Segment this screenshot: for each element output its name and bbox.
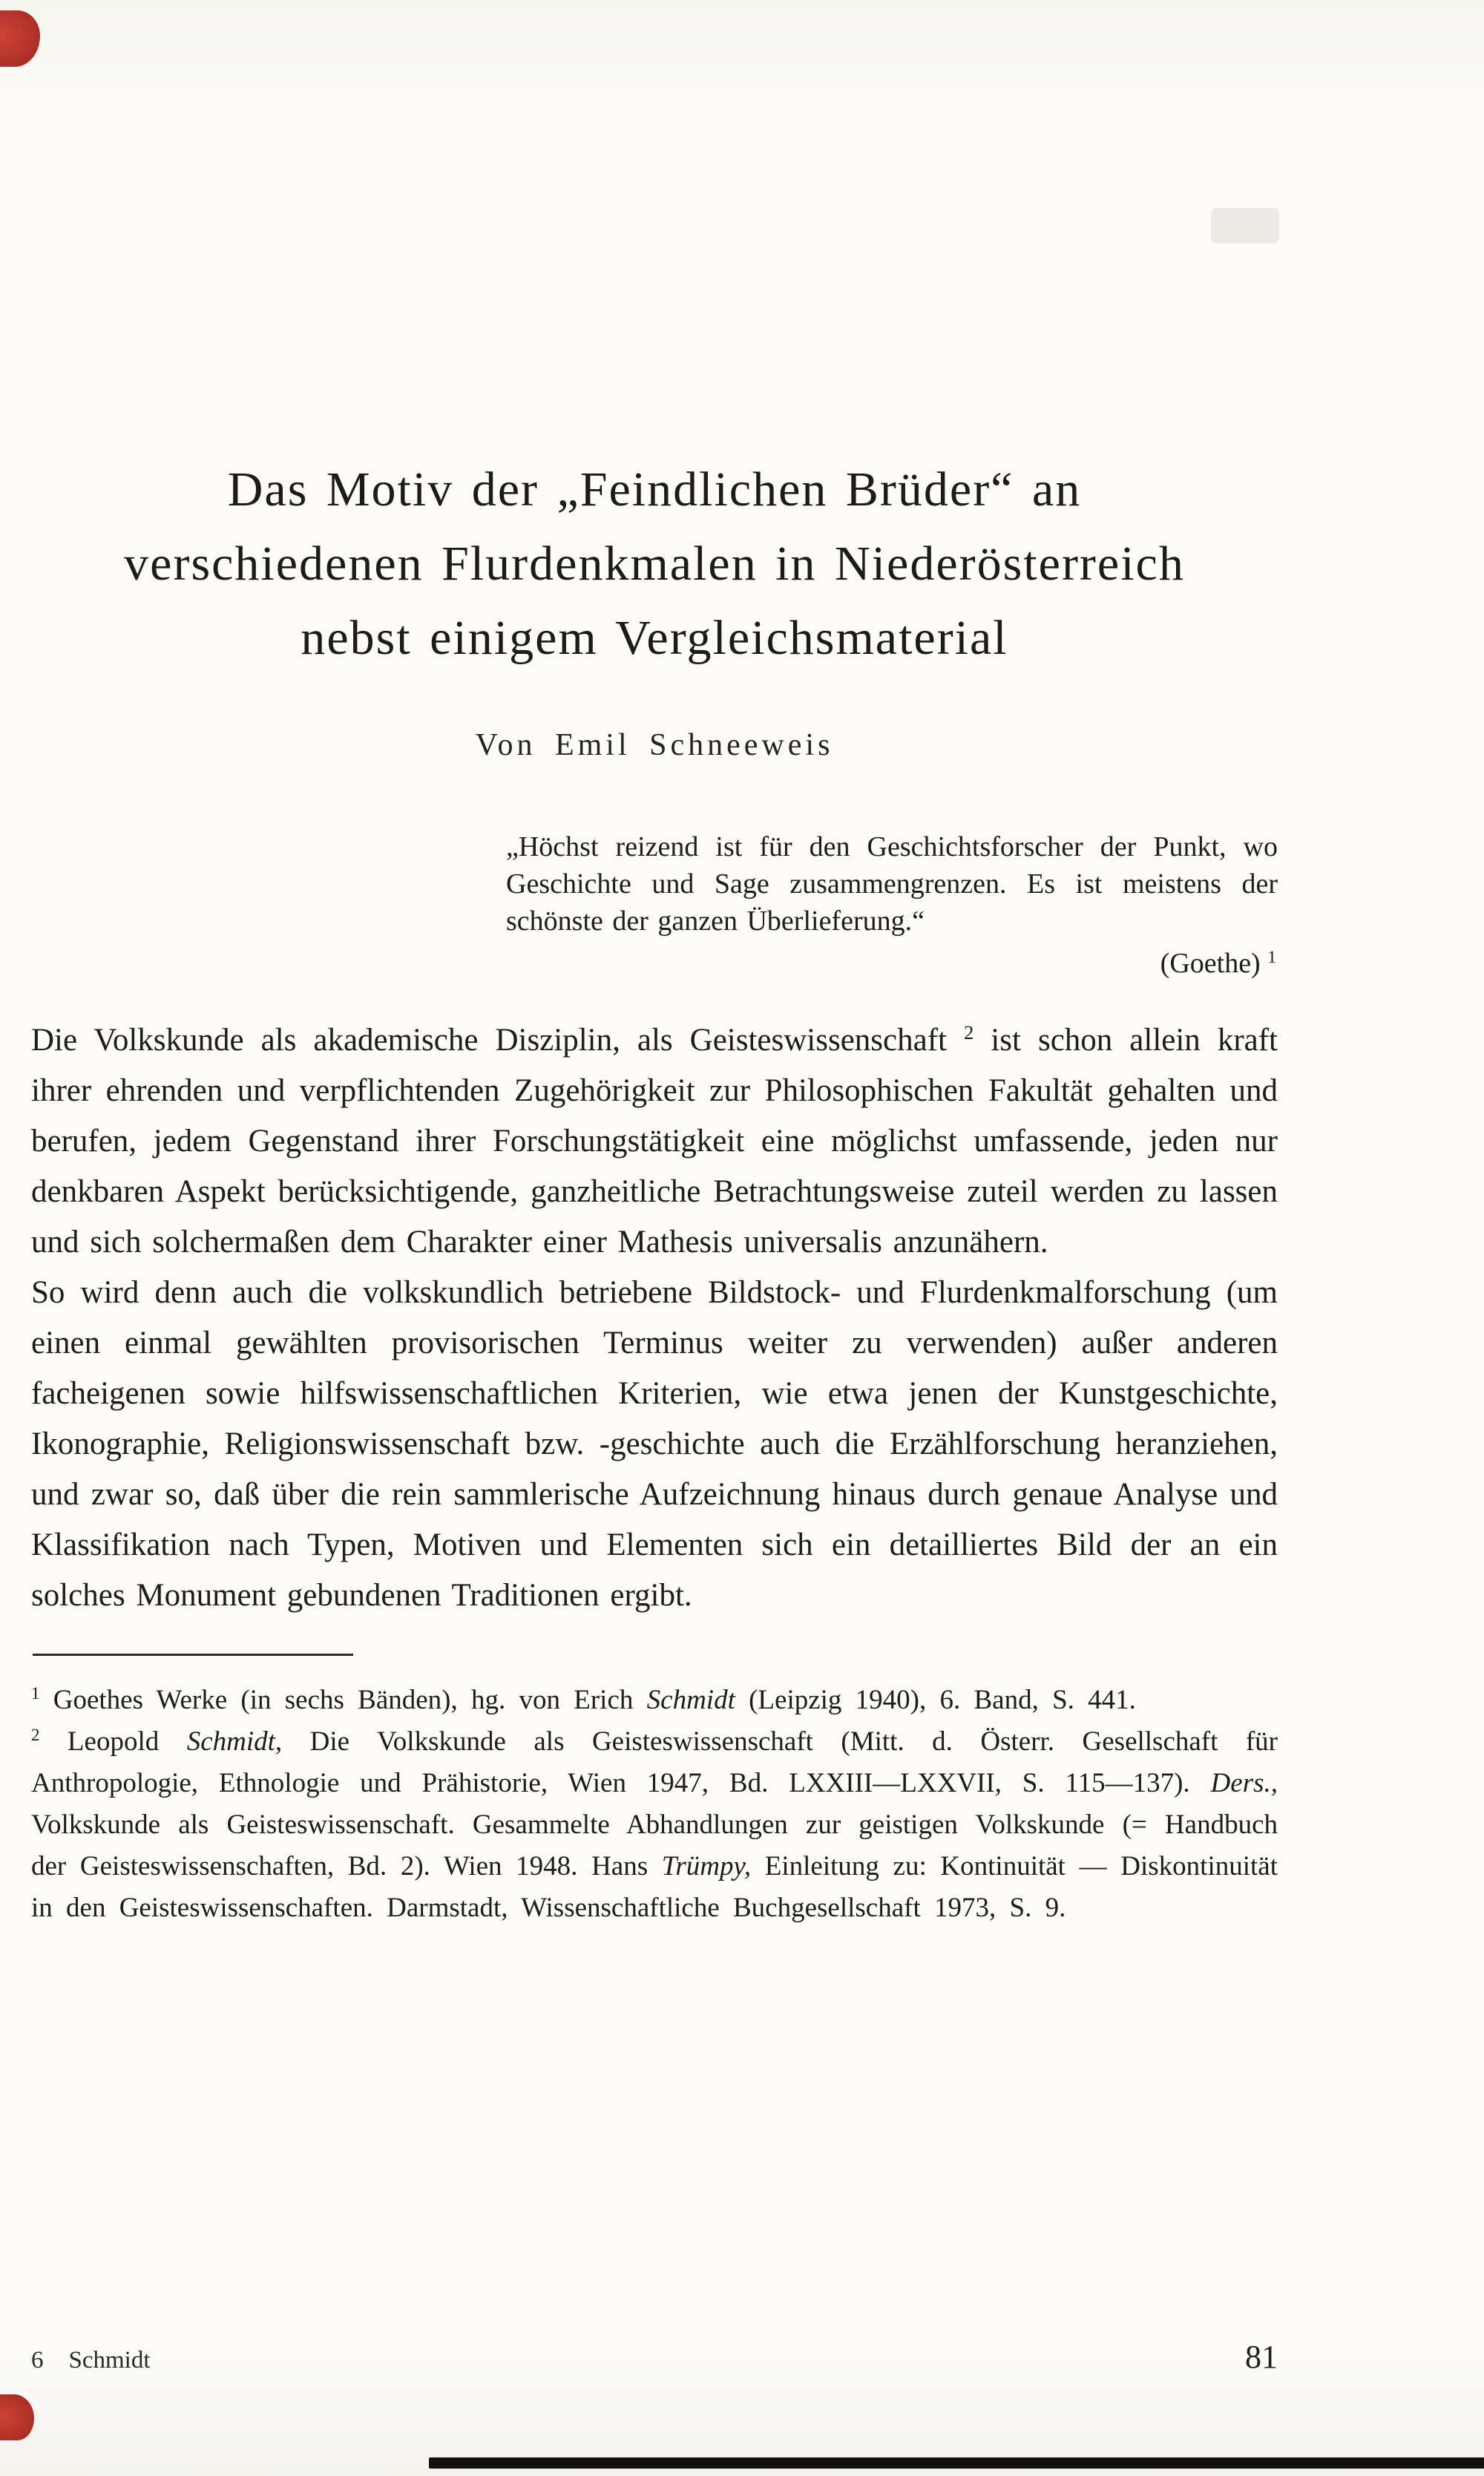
signature-mark xyxy=(31,2347,151,2374)
footnote-2-marker: 2 xyxy=(31,1726,40,1745)
epigraph-text: „Höchst reizend ist für den Geschichtsforscher der Punkt, wo Geschichte und Sage zusammengrenzen. Es ist meistens der schönste der ganzen Überlieferung.“ xyxy=(506,831,1278,937)
page-number: 81 xyxy=(1245,2339,1278,2375)
footnote-text-segment: Trümpy, xyxy=(661,1851,752,1881)
footnote-ref-2: 2 xyxy=(963,1021,974,1044)
body-paragraph-2: So wird denn auch die volkskundlich betriebene Bildstock- und Flurdenkmalforschung (um einen einmal gewählten provisorischen Terminus weiter zu verwenden) außer anderen facheigenen sowie hilfswissenschaftlichen Kriterien, wie etwa jenen der Kunstgeschichte, Ikonographie, Religionswissenschaft bzw. -geschichte auch die Erzählforschung heranziehen, und zwar so, daß über die rein sammlerische Aufzeichnung hinaus durch genaue Analyse und Klassifikation nach Typen, Motiven und Elementen sich ein detailliertes Bild der an ein solches Monument gebundenen Traditionen ergibt. xyxy=(31,1275,1278,1613)
footnote-ref-1: 1 xyxy=(1267,948,1276,968)
footnote-1-marker: 1 xyxy=(31,1684,40,1703)
epigraph-attribution xyxy=(506,947,1278,980)
paragraph-text: Die Volkskunde als akademische Disziplin, als Geisteswissenschaft xyxy=(31,1023,964,1058)
epigraph xyxy=(506,828,1278,980)
footnote-text-segment: Volkskunde als Geisteswissenschaft. Gesammelte Abhandlungen zur geistigen Volkskunde (= Handbuch der Geisteswissenschaften, Bd. 2). Wien 1948. Hans xyxy=(31,1809,1278,1881)
footnote-text-segment: Schmidt xyxy=(646,1685,735,1715)
body-paragraph-1 xyxy=(31,1015,1278,1268)
footnote-text-segment: Ders., xyxy=(1210,1768,1278,1798)
title-line-3: nebst einigem Vergleichsmaterial xyxy=(301,611,1008,665)
red-ink-mark-bottom-left xyxy=(0,2394,34,2440)
signature-name: Schmidt xyxy=(68,2347,151,2374)
byline: Von Emil Schneeweis xyxy=(475,728,834,762)
footnote-text-segment: Goethes Werke (in sechs Bänden), hg. von Erich xyxy=(39,1685,647,1715)
page-content xyxy=(31,0,1278,1929)
paragraph-text: ist schon allein kraft ihrer ehrenden und verpflichtenden Zugehörigkeit zur Philosophischen Fakultät gehalten und berufen, jedem Gegenstand ihrer Forschungstätigkeit eine möglichst umfassende, jeden nur denkbaren Aspekt berücksichtigende, ganzheitliche Betrachtungsweise zuteil werden zu lassen und sich solchermaßen dem Charakter einer Mathesis universalis anzunähern. xyxy=(31,1023,1278,1260)
footnote-2 xyxy=(31,1721,1278,1929)
footnote-text-segment: Die Volkskunde als Geisteswissenschaft (Mitt. d. Österr. Gesellschaft für Anthropologie, Ethnologie und Prähistorie, Wien 1947, Bd. LXXIII—LXXVII, S. 115—137). xyxy=(31,1726,1278,1798)
signature-number: 6 xyxy=(31,2347,44,2374)
page-footer xyxy=(31,2338,1278,2376)
footnote-separator-rule xyxy=(33,1654,353,1656)
footnote-text-segment: Einleitung zu: Kontinuität — Diskontinuität in den Geisteswissenschaften. Darmstadt, Wissenschaftliche Buchgesellschaft 1973, S. 9. xyxy=(31,1851,1278,1923)
scan-edge-bar xyxy=(429,2457,1484,2469)
title-line-2: verschiedenen Flurdenkmalen in Niederösterreich xyxy=(124,537,1185,591)
footnote-text-segment: (Leipzig 1940), 6. Band, S. 441. xyxy=(735,1685,1136,1715)
title-line-1: Das Motiv der „Feindlichen Brüder“ an xyxy=(227,462,1082,517)
footnote-text-segment: Leopold xyxy=(39,1726,187,1757)
article-title xyxy=(31,453,1278,675)
epigraph-attribution-text: (Goethe) xyxy=(1160,948,1268,979)
footnote-1 xyxy=(31,1680,1278,1721)
footnote-text-segment: Schmidt, xyxy=(186,1726,283,1757)
